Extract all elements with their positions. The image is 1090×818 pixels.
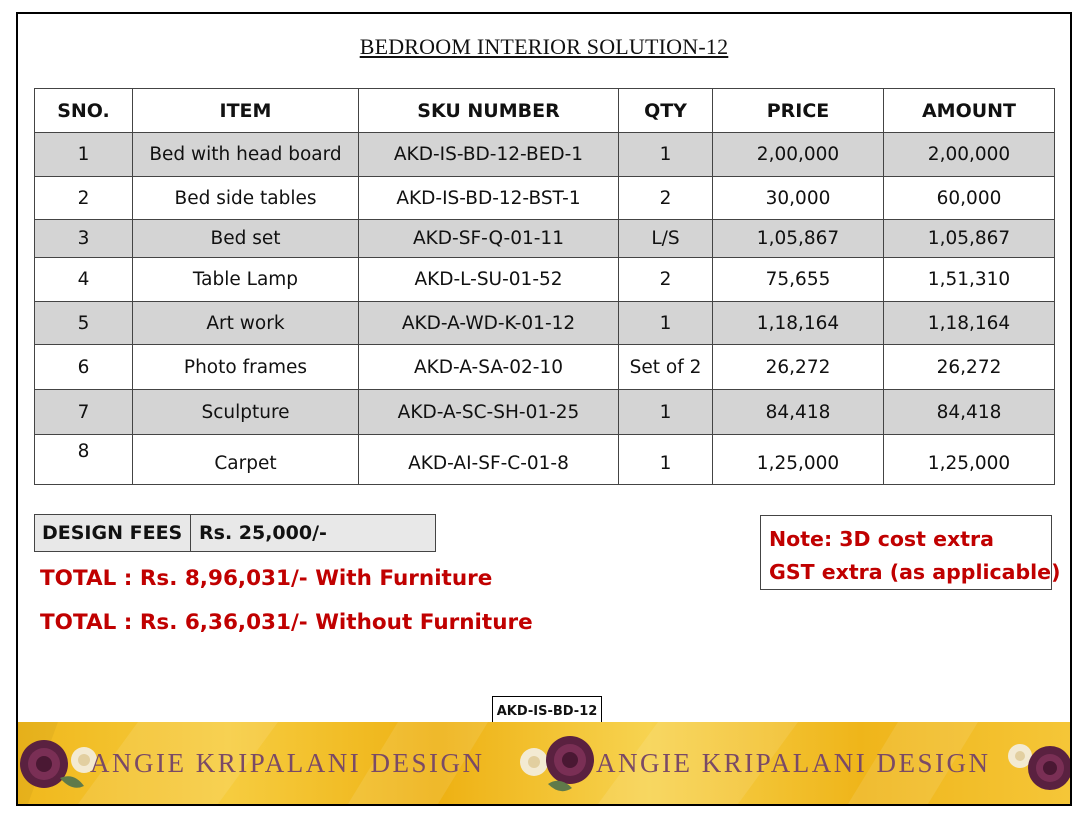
table-row bbox=[35, 390, 1055, 435]
cell-item: Bed with head board bbox=[133, 133, 359, 177]
cell-sku: AKD-IS-BD-12-BED-1 bbox=[359, 133, 619, 177]
header-sku: SKU NUMBER bbox=[359, 89, 619, 133]
cell-sku: AKD-SF-Q-01-11 bbox=[359, 220, 619, 258]
cell-price: 26,272 bbox=[713, 345, 884, 390]
cell-sno: 2 bbox=[35, 177, 133, 220]
table-row bbox=[35, 177, 1055, 220]
cell-item: Photo frames bbox=[133, 345, 359, 390]
total-with-furniture: TOTAL : Rs. 8,96,031/- With Furniture bbox=[40, 566, 493, 591]
header-price: PRICE bbox=[713, 89, 884, 133]
cell-qty: L/S bbox=[619, 220, 713, 258]
cell-amount: 60,000 bbox=[884, 177, 1055, 220]
header-qty: QTY bbox=[619, 89, 713, 133]
cell-sno: 6 bbox=[35, 345, 133, 390]
cell-sno: 1 bbox=[35, 133, 133, 177]
cell-qty: 1 bbox=[619, 390, 713, 435]
note-box bbox=[760, 515, 1061, 590]
table-header-row bbox=[35, 89, 1055, 133]
note-line-1: Note: 3D cost extra bbox=[769, 527, 994, 551]
table-row bbox=[35, 435, 1055, 485]
cell-price: 1,05,867 bbox=[713, 220, 884, 258]
brand-name: ANGIE KRIPALANI DESIGN bbox=[90, 748, 485, 778]
cell-sku: AKD-L-SU-01-52 bbox=[359, 258, 619, 302]
design-fees-box bbox=[34, 514, 436, 552]
cell-price: 1,25,000 bbox=[713, 435, 884, 485]
note-line-2: GST extra (as applicable) bbox=[769, 560, 1061, 584]
cell-qty: 1 bbox=[619, 435, 713, 485]
table-row bbox=[35, 345, 1055, 390]
header-item: ITEM bbox=[133, 89, 359, 133]
flower-icon bbox=[998, 728, 1070, 804]
cell-sno: 4 bbox=[35, 258, 133, 302]
table-row bbox=[35, 258, 1055, 302]
cell-price: 84,418 bbox=[713, 390, 884, 435]
cell-item: Bed set bbox=[133, 220, 359, 258]
cell-sno: 5 bbox=[35, 302, 133, 345]
cell-sno: 8 bbox=[35, 435, 133, 485]
cell-qty: 2 bbox=[619, 258, 713, 302]
flower-icon bbox=[508, 726, 604, 804]
design-fees-value: Rs. 25,000/- bbox=[199, 522, 327, 544]
cell-sku: AKD-AI-SF-C-01-8 bbox=[359, 435, 619, 485]
cell-qty: 2 bbox=[619, 177, 713, 220]
table-row bbox=[35, 220, 1055, 258]
cell-item: Art work bbox=[133, 302, 359, 345]
cell-item: Bed side tables bbox=[133, 177, 359, 220]
document-frame bbox=[16, 12, 1072, 806]
cell-amount: 1,18,164 bbox=[884, 302, 1055, 345]
cell-sno: 7 bbox=[35, 390, 133, 435]
cell-item: Carpet bbox=[133, 435, 359, 485]
table-row bbox=[35, 302, 1055, 345]
brand-name: ANGIE KRIPALANI DESIGN bbox=[596, 748, 991, 778]
cell-amount: 1,25,000 bbox=[884, 435, 1055, 485]
header-amount: AMOUNT bbox=[884, 89, 1055, 133]
cell-sku: AKD-IS-BD-12-BST-1 bbox=[359, 177, 619, 220]
cell-amount: 2,00,000 bbox=[884, 133, 1055, 177]
table-row bbox=[35, 133, 1055, 177]
design-fees-label: DESIGN FEES bbox=[35, 515, 191, 551]
cell-sno: 3 bbox=[35, 220, 133, 258]
cell-item: Sculpture bbox=[133, 390, 359, 435]
items-table bbox=[34, 88, 1055, 485]
cell-amount: 84,418 bbox=[884, 390, 1055, 435]
cell-amount: 26,272 bbox=[884, 345, 1055, 390]
header-sno: SNO. bbox=[35, 89, 133, 133]
cell-sku: AKD-A-SA-02-10 bbox=[359, 345, 619, 390]
cell-price: 75,655 bbox=[713, 258, 884, 302]
cell-qty: Set of 2 bbox=[619, 345, 713, 390]
cell-price: 30,000 bbox=[713, 177, 884, 220]
cell-price: 1,18,164 bbox=[713, 302, 884, 345]
cell-price: 2,00,000 bbox=[713, 133, 884, 177]
design-code-label: AKD-IS-BD-12 bbox=[492, 696, 602, 726]
page-title: BEDROOM INTERIOR SOLUTION-12 bbox=[359, 34, 729, 59]
cell-amount: 1,51,310 bbox=[884, 258, 1055, 302]
brand-banner bbox=[18, 722, 1070, 804]
total-without-furniture: TOTAL : Rs. 6,36,031/- Without Furniture bbox=[40, 610, 533, 635]
cell-sku: AKD-A-WD-K-01-12 bbox=[359, 302, 619, 345]
cell-sku: AKD-A-SC-SH-01-25 bbox=[359, 390, 619, 435]
cell-qty: 1 bbox=[619, 302, 713, 345]
cell-qty: 1 bbox=[619, 133, 713, 177]
cell-item: Table Lamp bbox=[133, 258, 359, 302]
cell-amount: 1,05,867 bbox=[884, 220, 1055, 258]
